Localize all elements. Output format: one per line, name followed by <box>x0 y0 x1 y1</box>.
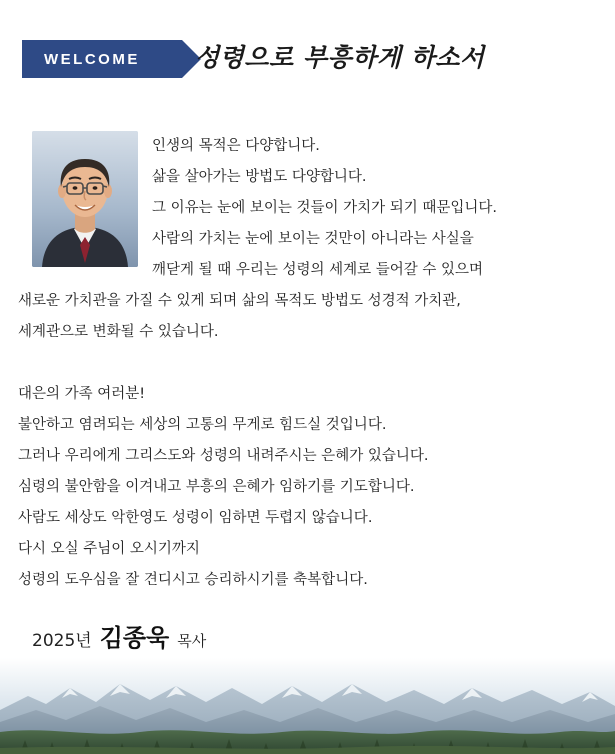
letter-line: 대은의 가족 여러분! <box>18 386 146 402</box>
paragraph-spacer <box>18 348 597 379</box>
letter-line: 깨닫게 될 때 우리는 성령의 세계로 들어갈 수 있으며 <box>152 262 484 278</box>
signature-year: 2025년 <box>32 631 92 651</box>
signature <box>18 618 597 653</box>
welcome-badge-label: WELCOME <box>44 50 140 68</box>
letter-line: 인생의 목적은 다양합니다. <box>152 138 320 154</box>
footer-landscape-image <box>0 658 615 754</box>
letter-line: 삶을 살아가는 방법도 다양합니다. <box>152 169 367 185</box>
letter-line: 그 이유는 눈에 보이는 것들이 가치가 되기 때문입니다. <box>152 200 498 216</box>
letter-line: 사람도 세상도 악한영도 성령이 임하면 두렵지 않습니다. <box>18 510 373 526</box>
letter-line: 심령의 불안함을 이겨내고 부흥의 은혜가 임하기를 기도합니다. <box>18 479 415 495</box>
letter-line: 세계관으로 변화될 수 있습니다. <box>18 324 219 340</box>
letter-line: 사람의 가치는 눈에 보이는 것만이 아니라는 사실을 <box>152 231 474 247</box>
letter-line: 불안하고 염려되는 세상의 고통의 무게로 힘드실 것입니다. <box>18 417 387 433</box>
signature-role: 목사 <box>177 632 207 650</box>
letter-line: 성령의 도우심을 잘 견디시고 승리하시기를 축복합니다. <box>18 572 368 588</box>
letter-line: 다시 오실 주님이 오시기까지 <box>18 541 200 557</box>
welcome-badge <box>22 40 182 78</box>
letter-section <box>0 95 615 653</box>
page-title: 성령으로 부흥하게 하소서 <box>195 43 485 72</box>
letter-line: 그러나 우리에게 그리스도와 성령의 내려주시는 은혜가 있습니다. <box>18 448 429 464</box>
page-header <box>0 0 615 95</box>
avatar <box>32 131 138 267</box>
letter-line: 새로운 가치관을 가질 수 있게 되며 삶의 목적도 방법도 성경적 가치관, <box>18 293 461 309</box>
signature-name: 김종욱 <box>99 623 170 652</box>
